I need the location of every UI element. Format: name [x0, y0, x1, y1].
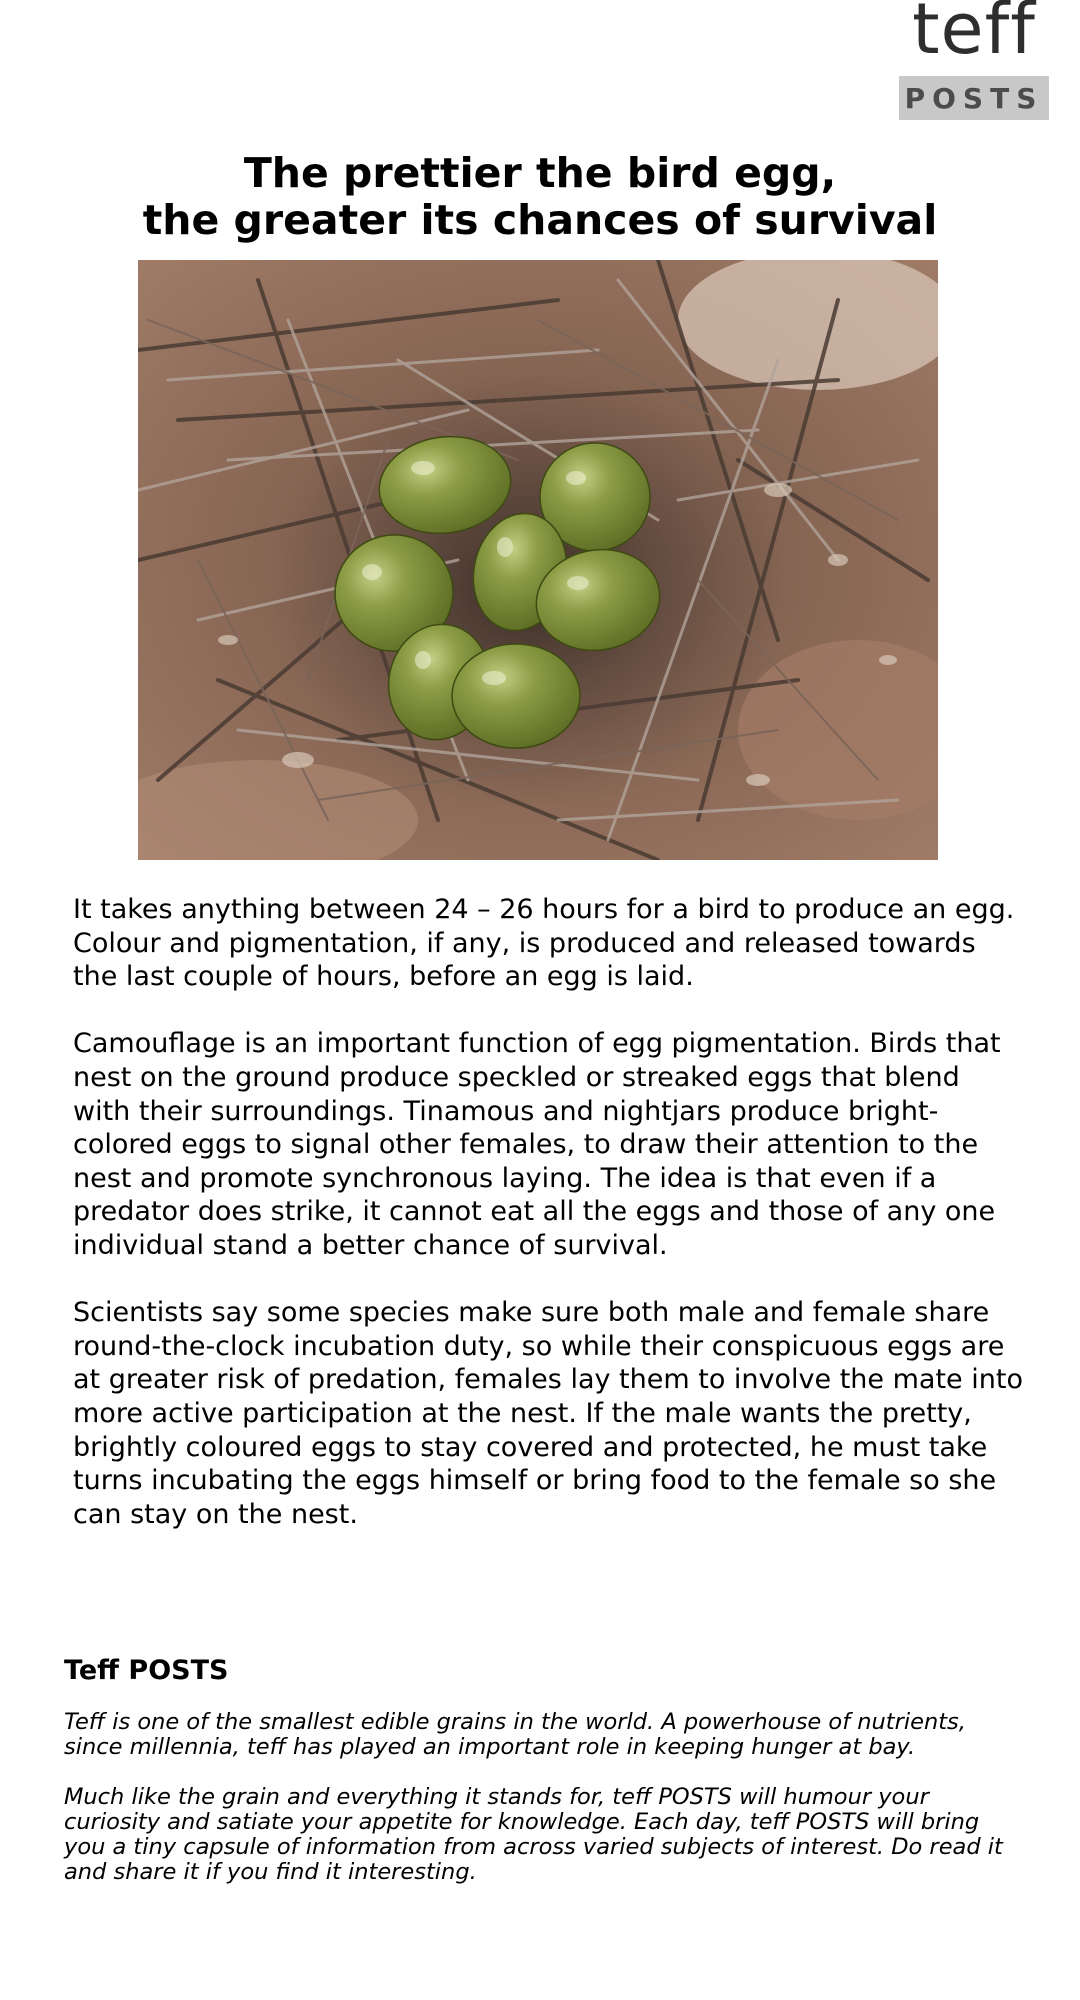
about-section [64, 1710, 1024, 1910]
logo-band: POSTS [899, 76, 1049, 120]
article-paragraph-2: Camouflage is an important function of egg pigmentation. Birds that nest on the ground produce speckled or streaked eggs that blend with their surroundings. Tinamous and nightjars produce bright- colored eggs to signal other females, to draw their attention to the nest and promote synchronous laying. The idea is that even if a predator does strike, it cannot eat all the eggs and those of any one individual stand a better chance of survival. [73, 1028, 1001, 1261]
title-line-2: the greater its chances of survival [142, 196, 938, 244]
article-body [73, 893, 1023, 1565]
article-paragraph-3: Scientists say some species make sure both male and female share round-the-clock incubation duty, so while their conspicuous eggs are at greater risk of predation, females lay them to involve the mate into more active participation at the nest. If the male wants the pretty, brightly coloured eggs to stay covered and protected, he must take turns incubating the eggs himself or bring food to the female so she can stay on the nest. [73, 1297, 1023, 1530]
bird-nest-photo [138, 260, 938, 860]
about-paragraph-1: Teff is one of the smallest edible grains in the world. A powerhouse of nutrients, since millennia, teff has played an important role in keeping hunger at bay. [64, 1709, 966, 1760]
logo-wordmark: teff [912, 0, 1036, 70]
teff-posts-logo [899, 0, 1049, 122]
article-paragraph-1: It takes anything between 24 – 26 hours for a bird to produce an egg. Colour and pigmentation, if any, is produced and released towards the last couple of hours, before an egg is laid. [73, 894, 1015, 993]
about-paragraph-2: Much like the grain and everything it stands for, teff POSTS will humour your curiosity and satiate your appetite for knowledge. Each day, teff POSTS will bring you a tiny capsule of information from across varied subjects of interest. Do read it and share it if you find it interesting. [64, 1784, 1003, 1885]
page-title [60, 150, 1020, 244]
title-line-1: The prettier the bird egg, [243, 149, 837, 197]
about-heading: Teff POSTS [64, 1655, 229, 1686]
